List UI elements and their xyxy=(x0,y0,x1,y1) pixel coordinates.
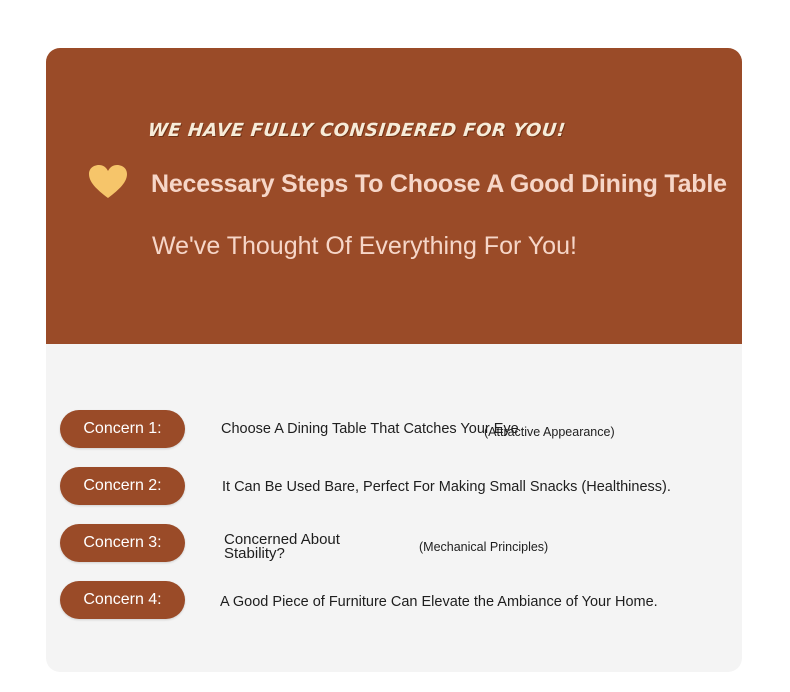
concern-2-badge: Concern 2: xyxy=(60,467,185,505)
concern-3-note: (Mechanical Principles) xyxy=(419,540,549,554)
header-banner xyxy=(46,48,742,344)
concern-3-text-line2: Stability? xyxy=(224,545,285,562)
concern-row-1 xyxy=(60,410,740,450)
concern-1-text: Choose A Dining Table That Catches Your Eye xyxy=(221,421,519,437)
heart-icon xyxy=(88,164,128,200)
concern-3-badge: Concern 3: xyxy=(60,524,185,562)
concern-3-text xyxy=(224,533,340,561)
tagline: WE HAVE FULLY CONSIDERED FOR YOU! xyxy=(146,120,567,141)
concern-2-text: It Can Be Used Bare, Perfect For Making Small Snacks (Healthiness). xyxy=(222,479,671,495)
concern-row-4 xyxy=(60,581,740,621)
concern-4-badge: Concern 4: xyxy=(60,581,185,619)
concern-3-text-line1: Concerned About xyxy=(224,531,340,548)
concern-row-3 xyxy=(60,524,740,564)
concern-4-text: A Good Piece of Furniture Can Elevate the Ambiance of Your Home. xyxy=(220,594,658,610)
subheadline: We've Thought Of Everything For You! xyxy=(152,232,577,260)
concern-1-badge: Concern 1: xyxy=(60,410,185,448)
concern-1-note: (Attractive Appearance) xyxy=(484,425,615,439)
info-card xyxy=(46,48,742,672)
headline: Necessary Steps To Choose A Good Dining Table xyxy=(151,170,727,198)
concern-row-2 xyxy=(60,467,740,507)
